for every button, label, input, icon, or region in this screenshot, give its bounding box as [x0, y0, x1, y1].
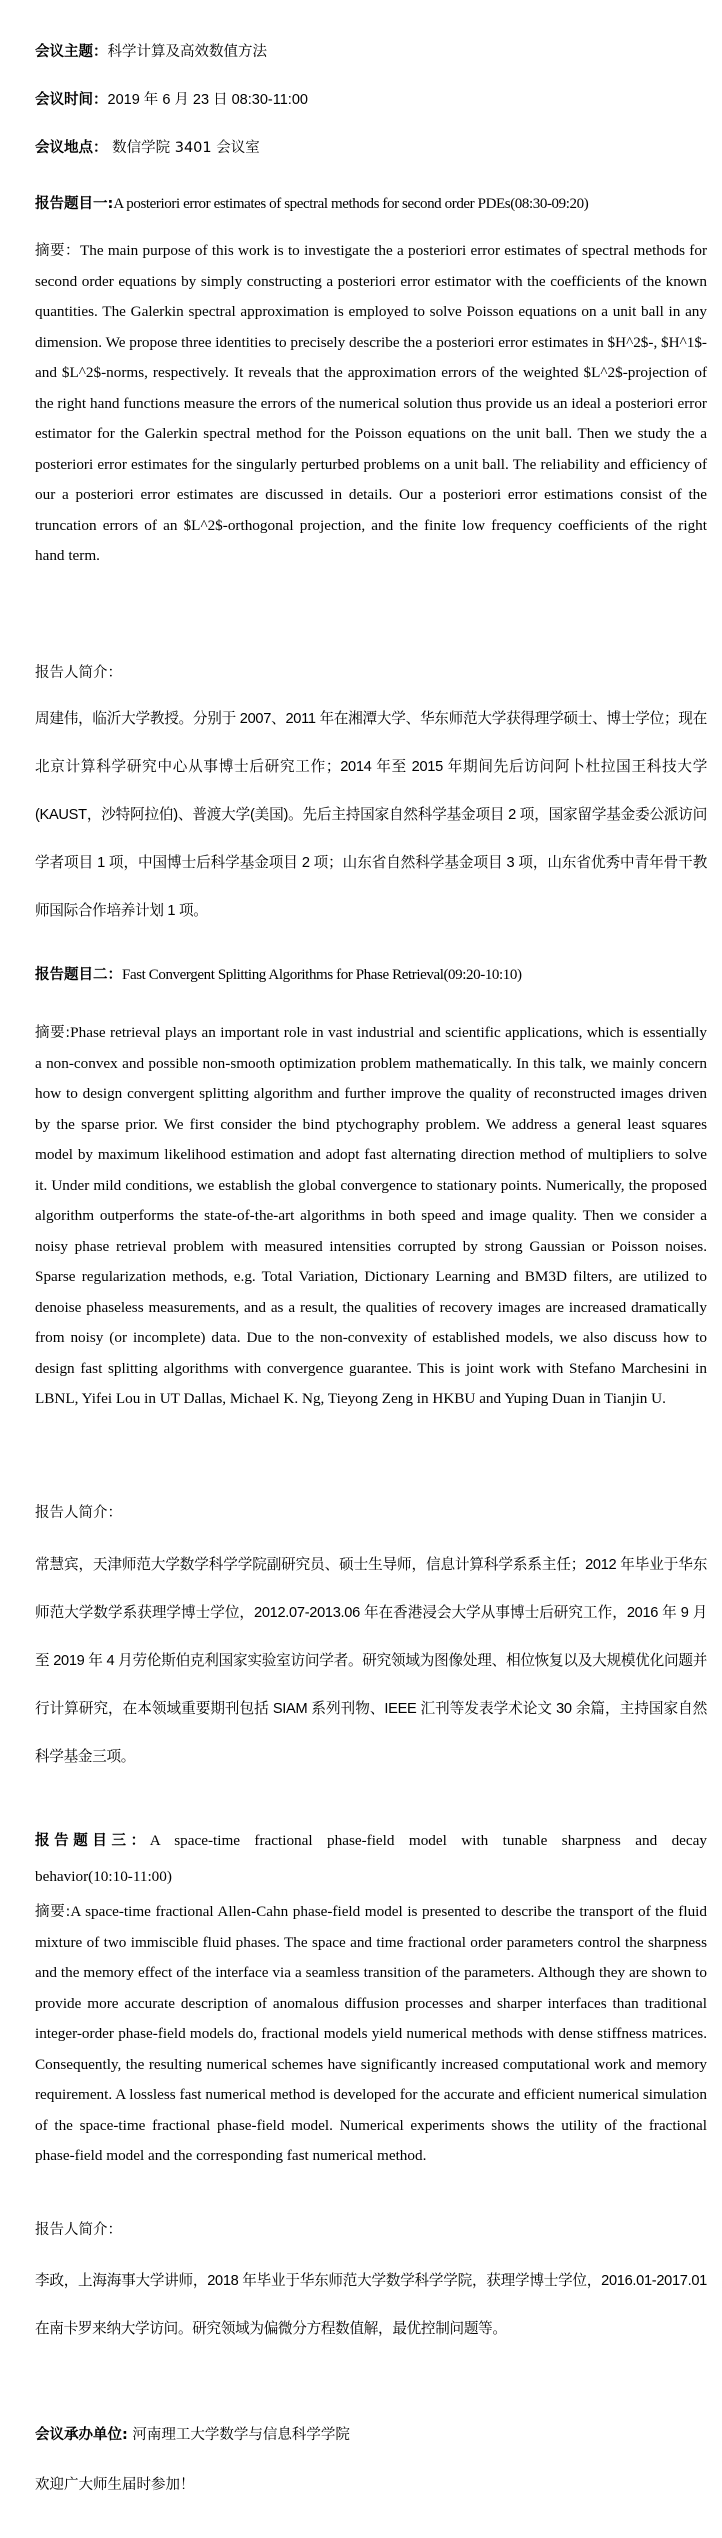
- talk-2-abstract: [35, 1018, 707, 1415]
- talk-3-title: A space-time fractional phase-field model with tunable sharpness and decay behavior(10:10-11:00): [35, 1832, 707, 1885]
- talk-3-bio-label: 报告人简介：: [35, 2222, 122, 2238]
- talk-1-title: A posteriori error estimates of spectral methods for second order PDEs(08:30-09:20): [113, 196, 589, 212]
- organizer-value: 河南理工大学数学与信息科学学院: [127, 2427, 350, 2443]
- meeting-topic-row: [35, 42, 707, 62]
- talk-2-abstract-text: Phase retrieval plays an important role in vast industrial and scientific applications, which is essentially a non-convex and possible non-smooth optimization problem mathematically. In this talk, we mainly concern how to design convergent splitting algorithm and further improve the quality of reconstructed images driven by the sparse prior. We first consider the bind ptychography problem. We address a general least squares model by maximum likelihood estimation and adopt fast alternating direction method of multipliers to solve it. Under mild conditions, we establish the global convergence to stationary points. Numerically, the proposed algorithm outperforms the state-of-the-art algorithms in both speed and image quality. Then we consider a noisy phase retrieval problem with measured intensities corrupted by strong Gaussian or Poisson noises. Sparse regularization methods, e.g. Total Variation, Dictionary Learning and BM3D filters, are utilized to denoise phaseless measurements, and as a result, the qualities of recovery images are increased dramatically from noisy (or incomplete) data. Due to the non-convexity of established models, we also discuss how to design fast splitting algorithms with convergence guarantee. This is joint work with Stefano Marchesini in LBNL, Yifei Lou in UT Dallas, Michael K. Ng, Tieyong Zeng in HKBU and Yuping Duan in Tianjin U.: [35, 1024, 708, 1407]
- talk-1-abstract-text: The main purpose of this work is to investigate the a posteriori error estimates of spectral methods for second order equations by simply constructing a posteriori error estimator with the coefficients of the known quantities. The Galerkin spectral approximation is employed to solve Poisson equations on a unit ball in any dimension. We propose three identities to precisely describe the a posteriori error estimates in $H^2$-, $H^1$- and $L^2$-norms, respectively. It reveals that the approximation errors of the weighted $L^2$-projection of the right hand functions measure the errors of the numerical solution thus provide us an ideal a posteriori error estimator for the Galerkin spectral method for the Poisson equations on the unit ball. Then we study the a posteriori error estimates for the singularly perturbed problems on a unit ball. The reliability and efficiency of our a posteriori error estimates are discussed in details. Our a posteriori error estimations consist of the truncation errors of an $L^2$-orthogonal projection, and the finite low frequency coefficients of the right hand term.: [35, 242, 707, 564]
- meeting-time: 2019 年 6 月 23 日 08:30-11:00: [107, 92, 308, 108]
- talk-3-abstract: [35, 1897, 707, 2172]
- organizer-label: 会议承办单位:: [35, 2427, 128, 2443]
- talk-2-title-row: [35, 965, 707, 985]
- talk-1-title-row: [35, 194, 707, 214]
- meeting-time-label: 会议时间：: [35, 92, 108, 108]
- meeting-place-label: 会议地点：: [35, 140, 108, 156]
- welcome-text: 欢迎广大师生届时参加！: [35, 2477, 195, 2493]
- talk-1-bio: 周建伟，临沂大学教授。分别于 2007、2011 年在湘潭大学、华东师范大学获得理学硕士、博士学位；现在北京计算科学研究中心从事博士后研究工作；2014 年至 2015 年期间先后访问阿卜杜拉国王科技大学(KAUST，沙特阿拉伯)、普渡大学(美国)。先后主持国家自然科学基金项目 2 项，国家留学基金委公派访问学者项目 1 项，中国博士后科学基金项目 2 项；山东省自然科学基金项目 3 项，山东省优秀中青年骨干教师国际合作培养计划 1 项。: [35, 711, 707, 919]
- meeting-topic: 科学计算及高效数值方法: [107, 44, 267, 60]
- talk-3-title-label: 报告题目三：: [35, 1833, 150, 1849]
- meeting-time-row: [35, 90, 707, 110]
- talk-1-abstract-label: 摘要：: [35, 243, 80, 259]
- talk-1-bio-label: 报告人简介：: [35, 665, 122, 681]
- meeting-place-row: [35, 138, 707, 158]
- talk-2-title: Fast Convergent Splitting Algorithms for Phase Retrieval(09:20-10:10): [122, 967, 522, 983]
- talk-2-bio-label: 报告人简介：: [35, 1505, 122, 1521]
- talk-1-title-label: 报告题目一:: [35, 196, 114, 212]
- talk-3-abstract-label: 摘要:: [35, 1904, 71, 1920]
- talk-2-title-label: 报告题目二：: [35, 967, 122, 983]
- organizer-row: [35, 2425, 707, 2445]
- talk-1-abstract: [35, 236, 707, 572]
- talk-2-bio: 常慧宾，天津师范大学数学科学学院副研究员、硕士生导师，信息计算科学系系主任；2012 年毕业于华东师范大学数学系获理学博士学位，2012.07-2013.06 年在香港浸会大学从事博士后研究工作，2016 年 9 月至 2019 年 4 月劳伦斯伯克利国家实验室访问学者。研究领域为图像处理、相位恢复以及大规模优化问题并行计算研究，在本领域重要期刊包括 SIAM 系列刊物、IEEE 汇刊等发表学术论文 30 余篇，主持国家自然科学基金三项。: [35, 1557, 707, 1765]
- talk-2-abstract-label: 摘要:: [35, 1025, 71, 1041]
- talk-3-bio: 李政，上海海事大学讲师，2018 年毕业于华东师范大学数学科学学院，获理学博士学位，2016.01-2017.01 在南卡罗来纳大学访问。研究领域为偏微分方程数值解，最优控制问题等。: [35, 2273, 707, 2337]
- meeting-place: 数信学院 3401 会议室: [107, 140, 260, 156]
- talk-3-title-row: [35, 1823, 707, 1895]
- talk-3-abstract-text: A space-time fractional Allen-Cahn phase-field model is presented to describe the transport of the fluid mixture of two immiscible fluid phases. The space and time fractional order parameters control the sharpness and the memory effect of the interface via a seamless transition of the parameters. Although they are shown to provide more accurate description of anomalous diffusion processes and sharper interfaces than traditional integer-order phase-field models do, fractional models yield numerical methods with dense stiffness matrices. Consequently, the resulting numerical schemes have significantly increased computational work and memory requirement. A lossless fast numerical method is developed for the accurate and efficient numerical simulation of the space-time fractional phase-field model. Numerical experiments shows the utility of the fractional phase-field model and the corresponding fast numerical method.: [35, 1903, 707, 2164]
- meeting-topic-label: 会议主题：: [35, 44, 108, 60]
